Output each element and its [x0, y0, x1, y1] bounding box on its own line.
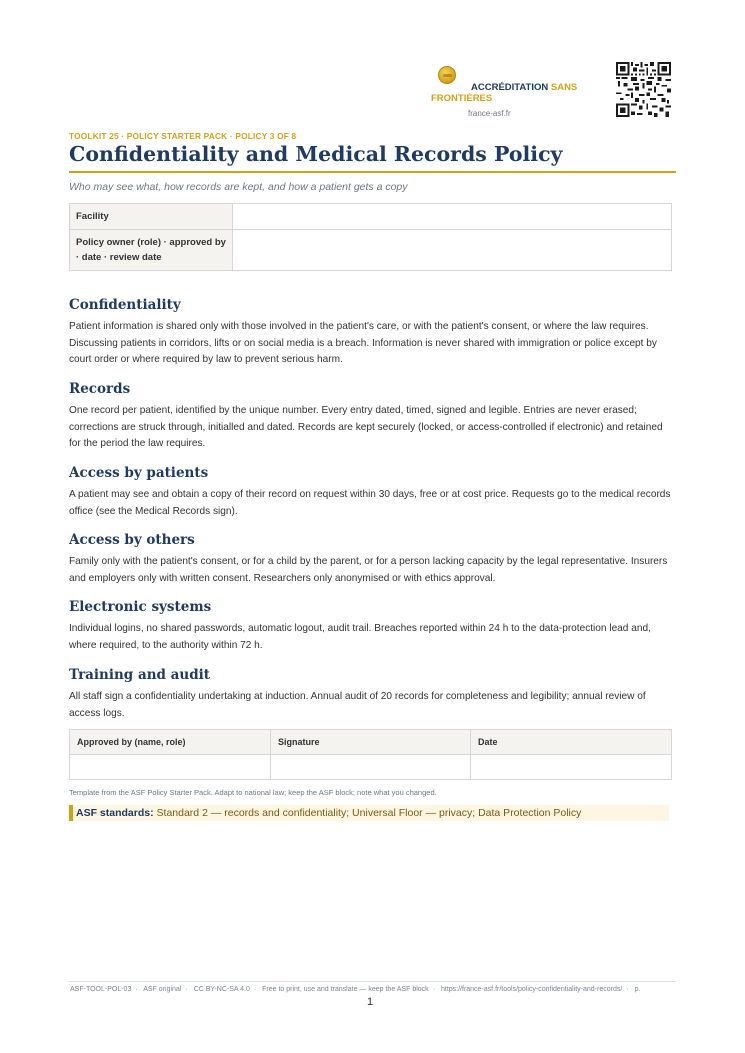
brand-logo	[430, 64, 600, 120]
footer-page-label: p.	[634, 986, 641, 993]
table-row	[70, 755, 672, 780]
title-divider	[69, 171, 676, 173]
asf-standards-text: Standard 2 — records and confidentiality; Universal Floor — privacy; Data Protection Policy	[156, 807, 582, 819]
section-text: Patient information is shared only with those involved in the patient's care, or with the patient's consent, or where the law requires. Discussing patients in corridors, lifts or on social media is a breach. Information is never shared with immigration or police except by court order or where required by law to prevent serious harm.	[69, 321, 657, 366]
section-heading: Electronic systems	[69, 599, 212, 615]
section-training-and-audit	[69, 667, 674, 722]
section-heading: Access by patients	[69, 465, 209, 481]
section-text: Family only with the patient's consent, or for a child by the parent, or for a person lacking capacity by the legal representative. Insurers and employers only with written consent. Researchers only anonymised or with ethics approval.	[69, 556, 668, 584]
asf-standards-label: ASF standards:	[76, 807, 154, 819]
page-number: 1	[367, 996, 374, 1008]
section-confidentiality	[69, 297, 674, 369]
section-records	[69, 381, 674, 453]
page-subtitle: Who may see what, how records are kept, and how a patient gets a copy	[69, 181, 408, 193]
approval-table	[69, 729, 672, 780]
brand-name-part3: FRONTIÈRES	[431, 93, 493, 104]
qr-code-icon	[616, 62, 671, 117]
facility-label: Facility	[70, 204, 233, 230]
brand-name	[431, 82, 601, 104]
section-text: All staff sign a confidentiality undertaking at induction. Annual audit of 20 records for completeness and legibility; annual review of access logs.	[69, 691, 646, 719]
footer-license: CC BY-NC-SA 4.0	[193, 986, 250, 993]
brand-url[interactable]: france-asf.fr	[468, 109, 511, 118]
section-heading: Confidentiality	[69, 297, 181, 313]
section-heading: Records	[69, 381, 131, 397]
approved-by-header: Approved by (name, role)	[70, 730, 271, 755]
section-access-by-others	[69, 532, 674, 587]
section-heading: Training and audit	[69, 667, 211, 683]
section-electronic-systems	[69, 599, 674, 654]
section-text: A patient may see and obtain a copy of their record on request within 30 days, free or at cost price. Requests go to the medical records office (see the Medical Records sign).	[69, 489, 671, 517]
policy-owner-label: Policy owner (role) · approved by · date · review date	[70, 230, 233, 271]
section-text: One record per patient, identified by the unique number. Every entry dated, timed, signed and legible. Entries are never erased; corrections are struck through, initialled and dated. Records are kept securely (locked, or access-controlled if electronic) and retained for the period the law requires.	[69, 405, 663, 450]
policy-owner-field[interactable]	[233, 230, 672, 271]
approved-by-field[interactable]	[70, 755, 271, 780]
table-row	[70, 230, 672, 271]
date-header: Date	[471, 730, 672, 755]
date-field[interactable]	[471, 755, 672, 780]
footer-origin: ASF original	[143, 986, 182, 993]
section-access-by-patients	[69, 465, 674, 520]
brand-name-part1: ACCRÉDITATION	[471, 82, 549, 93]
section-text: Individual logins, no shared passwords, automatic logout, audit trail. Breaches reported within 24 h to the data-protection lead and, where required, to the authority within 72 h.	[69, 623, 651, 651]
footer-usage: Free to print, use and translate — keep the ASF block	[262, 986, 429, 993]
signature-header: Signature	[271, 730, 471, 755]
facility-info-table	[69, 203, 672, 271]
table-header-row	[70, 730, 672, 755]
toolkit-kicker: TOOLKIT 25 · POLICY STARTER PACK · POLICY 3 OF 8	[69, 131, 297, 141]
facility-field[interactable]	[233, 204, 672, 230]
page-title: Confidentiality and Medical Records Policy	[69, 142, 563, 166]
signature-field[interactable]	[271, 755, 471, 780]
brand-name-part2: SANS	[550, 82, 578, 93]
page-footer: ASF-TOOL-POL-03 · ASF original · CC BY-NC-SA 4.0 · Free to print, use and translate — keep the ASF block · https://france-asf.fr/tools/policy-confidentiality-and-records/ · p.	[70, 986, 641, 993]
footer-doc-id: ASF-TOOL-POL-03	[70, 986, 132, 993]
footer-divider	[69, 981, 676, 982]
template-note: Template from the ASF Policy Starter Pack. Adapt to national law; keep the ASF block; note what you changed.	[69, 788, 437, 797]
footer-link[interactable]: https://france-asf.fr/tools/policy-confidentiality-and-records/	[440, 986, 623, 993]
section-heading: Access by others	[69, 532, 195, 548]
asf-standards-box	[69, 805, 669, 821]
table-row	[70, 204, 672, 230]
